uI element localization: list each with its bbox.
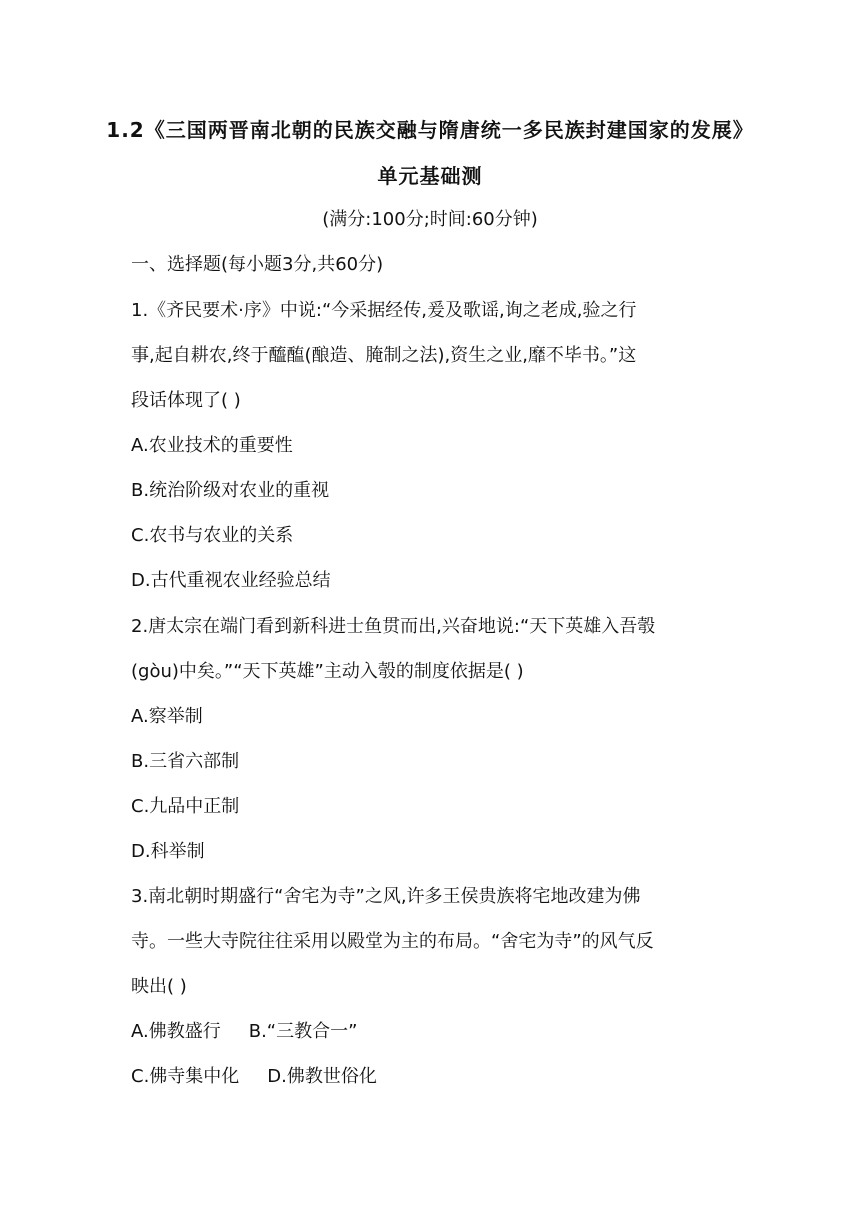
question-2-option-b: B.三省六部制 [131,751,240,772]
question-3-stem-line3: 映出( ) [131,976,187,997]
question-2-option-a: A.察举制 [131,706,203,727]
question-3-stem-line2: 寺。一些大寺院往往采用以殿堂为主的布局。“舍宅为寺”的风气反 [131,931,654,952]
question-3-options-row1 [131,1017,357,1043]
question-3-option-a: A.佛教盛行 [131,1021,221,1042]
question-1-option-b: B.统治阶级对农业的重视 [131,480,330,501]
section-heading: 一、选择题(每小题3分,共60分) [131,254,384,275]
question-1-option-c: C.农书与农业的关系 [131,525,294,546]
question-1-stem-line3: 段话体现了( ) [131,390,241,411]
question-1-option-a: A.农业技术的重要性 [131,435,293,456]
question-3-option-c: C.佛寺集中化 [131,1066,240,1087]
document-title: 1.2《三国两晋南北朝的民族交融与隋唐统一多民族封建国家的发展》 [106,118,754,142]
question-2-stem-line2: (gòu)中矣。”“天下英雄”主动入彀的制度依据是( ) [131,661,524,682]
document-title-line2: 单元基础测 [377,164,483,188]
question-3-option-b: B.“三教合一” [248,1021,358,1042]
question-3-stem-line1: 3.南北朝时期盛行“舍宅为寺”之风,许多王侯贵族将宅地改建为佛 [131,886,641,907]
score-time-info: (满分:100分;时间:60分钟) [322,209,538,230]
question-3-options-row2 [131,1062,377,1088]
question-3-option-d: D.佛教世俗化 [267,1066,377,1087]
question-1-stem-line1: 1.《齐民要术·序》中说:“今采据经传,爰及歌谣,询之老成,验之行 [131,300,637,321]
question-1-option-d: D.古代重视农业经验总结 [131,570,331,591]
question-1-stem-line2: 事,起自耕农,终于醯醢(酿造、腌制之法),资生之业,靡不毕书。”这 [131,345,637,366]
question-2-stem-line1: 2.唐太宗在端门看到新科进士鱼贯而出,兴奋地说:“天下英雄入吾彀 [131,616,656,637]
question-2-option-d: D.科举制 [131,841,205,862]
question-2-option-c: C.九品中正制 [131,796,240,817]
